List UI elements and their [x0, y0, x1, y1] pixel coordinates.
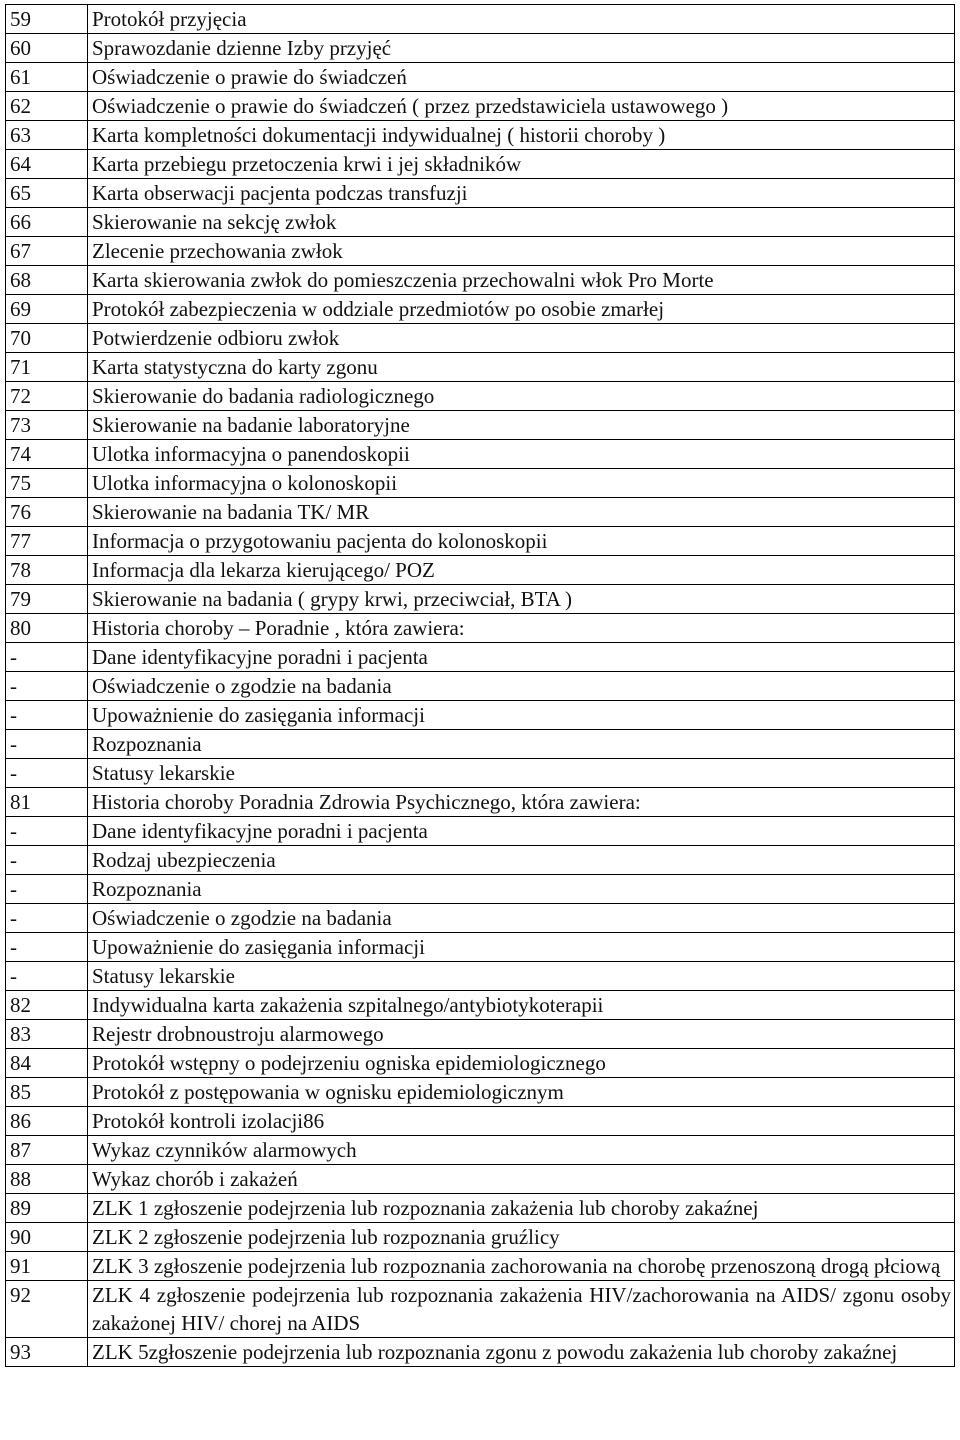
table-row: [6, 1078, 955, 1107]
item-description: Historia choroby Poradnia Zdrowia Psychicznego, która zawiera:: [88, 788, 955, 817]
item-description: Historia choroby – Poradnie , która zawiera:: [88, 614, 955, 643]
table-row: [6, 208, 955, 237]
table-row: [6, 92, 955, 121]
table-row: [6, 179, 955, 208]
item-number: 66: [6, 208, 88, 237]
item-description: Potwierdzenie odbioru zwłok: [88, 324, 955, 353]
item-description: Statusy lekarskie: [88, 962, 955, 991]
table-row: [6, 266, 955, 295]
item-number: 83: [6, 1020, 88, 1049]
sub-item-bullet: -: [6, 933, 88, 962]
item-number: 89: [6, 1194, 88, 1223]
item-number: 68: [6, 266, 88, 295]
table-row: [6, 1281, 955, 1338]
item-number: 90: [6, 1223, 88, 1252]
table-row: [6, 759, 955, 788]
table-row: [6, 1252, 955, 1281]
item-number: 76: [6, 498, 88, 527]
item-description: Upoważnienie do zasięgania informacji: [88, 933, 955, 962]
table-row: [6, 469, 955, 498]
table-row: [6, 614, 955, 643]
table-row: [6, 701, 955, 730]
table-row: [6, 1223, 955, 1252]
item-description: Wykaz czynników alarmowych: [88, 1136, 955, 1165]
table-row: [6, 585, 955, 614]
item-description: Informacja dla lekarza kierującego/ POZ: [88, 556, 955, 585]
table-row: [6, 63, 955, 92]
table-row: [6, 1049, 955, 1078]
table-row: [6, 121, 955, 150]
table-row: [6, 1165, 955, 1194]
item-description: Sprawozdanie dzienne Izby przyjęć: [88, 34, 955, 63]
sub-item-bullet: -: [6, 701, 88, 730]
table-row: [6, 817, 955, 846]
item-number: 74: [6, 440, 88, 469]
table-row: [6, 730, 955, 759]
table-row: [6, 788, 955, 817]
table-row: [6, 527, 955, 556]
item-description: Ulotka informacyjna o panendoskopii: [88, 440, 955, 469]
item-number: 60: [6, 34, 88, 63]
item-number: 67: [6, 237, 88, 266]
item-description: Karta skierowania zwłok do pomieszczenia przechowalni włok Pro Morte: [88, 266, 955, 295]
item-number: 72: [6, 382, 88, 411]
item-description: Karta obserwacji pacjenta podczas transfuzji: [88, 179, 955, 208]
item-description: Karta przebiegu przetoczenia krwi i jej składników: [88, 150, 955, 179]
table-row: [6, 382, 955, 411]
item-number: 61: [6, 63, 88, 92]
table-row: [6, 962, 955, 991]
item-number: 71: [6, 353, 88, 382]
item-number: 62: [6, 92, 88, 121]
item-number: 70: [6, 324, 88, 353]
table-row: [6, 846, 955, 875]
item-description: Karta statystyczna do karty zgonu: [88, 353, 955, 382]
item-description: Statusy lekarskie: [88, 759, 955, 788]
item-description: Rozpoznania: [88, 730, 955, 759]
item-number: 85: [6, 1078, 88, 1107]
table-row: [6, 904, 955, 933]
item-number: 78: [6, 556, 88, 585]
item-number: 75: [6, 469, 88, 498]
item-number: 87: [6, 1136, 88, 1165]
item-number: 88: [6, 1165, 88, 1194]
sub-item-bullet: -: [6, 643, 88, 672]
document-list-body: [6, 5, 955, 1367]
item-number: 65: [6, 179, 88, 208]
item-description: ZLK 2 zgłoszenie podejrzenia lub rozpoznania gruźlicy: [88, 1223, 955, 1252]
item-description: Rodzaj ubezpieczenia: [88, 846, 955, 875]
item-number: 79: [6, 585, 88, 614]
item-description: Skierowanie do badania radiologicznego: [88, 382, 955, 411]
table-row: [6, 295, 955, 324]
item-description: Indywidualna karta zakażenia szpitalnego/antybiotykoterapii: [88, 991, 955, 1020]
table-row: [6, 643, 955, 672]
document-list-table: [5, 4, 955, 1367]
item-description: ZLK 5zgłoszenie podejrzenia lub rozpoznania zgonu z powodu zakażenia lub choroby zakaźnej: [88, 1338, 955, 1367]
table-row: [6, 556, 955, 585]
sub-item-bullet: -: [6, 846, 88, 875]
item-description: Protokół przyjęcia: [88, 5, 955, 34]
item-description: Upoważnienie do zasięgania informacji: [88, 701, 955, 730]
table-row: [6, 933, 955, 962]
item-number: 92: [6, 1281, 88, 1338]
item-number: 63: [6, 121, 88, 150]
item-number: 86: [6, 1107, 88, 1136]
item-number: 64: [6, 150, 88, 179]
table-row: [6, 875, 955, 904]
sub-item-bullet: -: [6, 817, 88, 846]
table-row: [6, 353, 955, 382]
item-number: 59: [6, 5, 88, 34]
table-row: [6, 672, 955, 701]
sub-item-bullet: -: [6, 904, 88, 933]
item-description: Informacja o przygotowaniu pacjenta do kolonoskopii: [88, 527, 955, 556]
table-row: [6, 440, 955, 469]
table-row: [6, 1338, 955, 1367]
table-row: [6, 150, 955, 179]
item-description: ZLK 4 zgłoszenie podejrzenia lub rozpoznania zakażenia HIV/zachorowania na AIDS/ zgonu osoby zakażonej HIV/ chorej na AIDS: [88, 1281, 955, 1338]
item-description: Oświadczenie o zgodzie na badania: [88, 672, 955, 701]
table-row: [6, 324, 955, 353]
item-description: Ulotka informacyjna o kolonoskopii: [88, 469, 955, 498]
item-description: Dane identyfikacyjne poradni i pacjenta: [88, 817, 955, 846]
item-number: 73: [6, 411, 88, 440]
item-description: Protokół z postępowania w ognisku epidemiologicznym: [88, 1078, 955, 1107]
item-number: 84: [6, 1049, 88, 1078]
table-row: [6, 1107, 955, 1136]
item-description: Skierowanie na badania ( grypy krwi, przeciwciał, BTA ): [88, 585, 955, 614]
item-description: ZLK 1 zgłoszenie podejrzenia lub rozpoznania zakażenia lub choroby zakaźnej: [88, 1194, 955, 1223]
item-description: Skierowanie na badania TK/ MR: [88, 498, 955, 527]
table-row: [6, 991, 955, 1020]
table-row: [6, 1194, 955, 1223]
item-number: 69: [6, 295, 88, 324]
sub-item-bullet: -: [6, 875, 88, 904]
item-description: Karta kompletności dokumentacji indywidualnej ( historii choroby ): [88, 121, 955, 150]
item-number: 77: [6, 527, 88, 556]
item-description: Wykaz chorób i zakażeń: [88, 1165, 955, 1194]
table-row: [6, 1020, 955, 1049]
item-description: Rejestr drobnoustroju alarmowego: [88, 1020, 955, 1049]
table-row: [6, 498, 955, 527]
item-description: Rozpoznania: [88, 875, 955, 904]
item-description: Protokół wstępny o podejrzeniu ogniska epidemiologicznego: [88, 1049, 955, 1078]
item-description: Skierowanie na sekcję zwłok: [88, 208, 955, 237]
item-description: Protokół zabezpieczenia w oddziale przedmiotów po osobie zmarłej: [88, 295, 955, 324]
item-description: Skierowanie na badanie laboratoryjne: [88, 411, 955, 440]
item-description: Oświadczenie o zgodzie na badania: [88, 904, 955, 933]
sub-item-bullet: -: [6, 730, 88, 759]
table-row: [6, 411, 955, 440]
sub-item-bullet: -: [6, 962, 88, 991]
item-number: 93: [6, 1338, 88, 1367]
item-number: 81: [6, 788, 88, 817]
item-description: Protokół kontroli izolacji86: [88, 1107, 955, 1136]
sub-item-bullet: -: [6, 672, 88, 701]
table-row: [6, 5, 955, 34]
table-row: [6, 1136, 955, 1165]
item-description: Zlecenie przechowania zwłok: [88, 237, 955, 266]
item-number: 80: [6, 614, 88, 643]
item-description: Oświadczenie o prawie do świadczeń: [88, 63, 955, 92]
table-row: [6, 34, 955, 63]
table-row: [6, 237, 955, 266]
item-description: ZLK 3 zgłoszenie podejrzenia lub rozpoznania zachorowania na chorobę przenoszoną drogą płciową: [88, 1252, 955, 1281]
item-number: 82: [6, 991, 88, 1020]
item-description: Oświadczenie o prawie do świadczeń ( przez przedstawiciela ustawowego ): [88, 92, 955, 121]
sub-item-bullet: -: [6, 759, 88, 788]
item-number: 91: [6, 1252, 88, 1281]
item-description: Dane identyfikacyjne poradni i pacjenta: [88, 643, 955, 672]
